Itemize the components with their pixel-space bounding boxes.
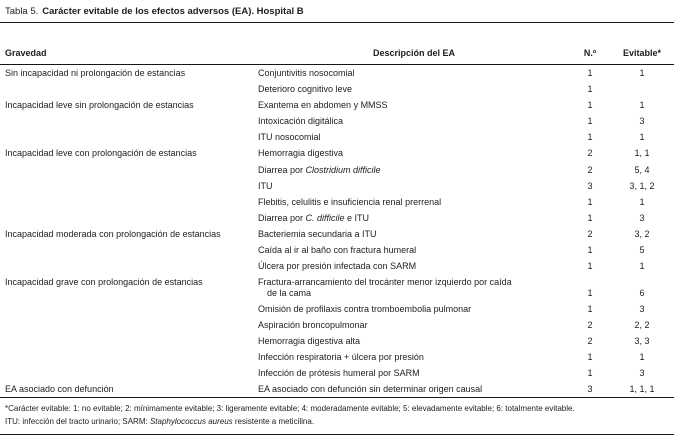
descripcion-cell: [258, 113, 570, 129]
column-header-gravedad: Gravedad: [0, 48, 258, 65]
gravedad-cell: [0, 81, 258, 97]
descripcion-cell: [258, 162, 570, 178]
column-header-descripcion: Descripción del EA: [258, 48, 570, 65]
gravedad-cell: [0, 301, 258, 317]
descripcion-cell: [258, 274, 570, 301]
descripcion-cell: [258, 301, 570, 317]
gravedad-cell: Incapacidad moderada con prolongación de estancias: [5, 228, 221, 239]
table-row: [0, 301, 674, 317]
evitable-cell: 1: [639, 100, 645, 111]
table-row: [0, 162, 674, 178]
descripcion-cell: [258, 178, 570, 194]
table-row: [0, 81, 674, 97]
table-row: [0, 349, 674, 365]
table-row: [0, 365, 674, 381]
evitable-cell: 3: [639, 116, 645, 127]
descripcion-cell: [258, 242, 570, 258]
footnotes-block: [0, 402, 674, 435]
numero-cell: 1: [587, 212, 593, 223]
text-segment: Diarrea por: [258, 212, 306, 223]
text-segment: EA asociado con defunción sin determinar origen causal: [258, 384, 483, 395]
text-segment: Diarrea por: [258, 164, 306, 175]
table-header: [0, 48, 674, 65]
descripcion-cell: [258, 226, 570, 242]
numero-cell: 1: [587, 196, 593, 207]
table-caption-text: Carácter evitable de los efectos adversos (EA). Hospital B: [42, 6, 304, 17]
numero-cell: 1: [587, 352, 593, 363]
table-row: [0, 113, 674, 129]
descripcion-cell: [258, 381, 570, 398]
gravedad-cell: [0, 129, 258, 145]
table-row: [0, 194, 674, 210]
gravedad-cell: [0, 194, 258, 210]
table-row: [0, 258, 674, 274]
gravedad-cell: Incapacidad grave con prolongación de estancias: [5, 277, 203, 288]
descripcion-cell: [258, 145, 570, 161]
evitable-cell: 2, 2: [634, 320, 650, 330]
evitable-cell: 3: [639, 303, 645, 314]
text-segment: Hemorragia digestiva alta: [258, 336, 361, 347]
italic-text-segment: Staphylococcus aureus: [149, 417, 233, 427]
evitable-cell: [610, 81, 674, 97]
descripcion-cell: [258, 333, 570, 349]
gravedad-cell: [0, 258, 258, 274]
table-body: [0, 65, 674, 398]
table-row: [0, 274, 674, 301]
header-row: [0, 48, 674, 65]
evitable-cell: 5, 4: [634, 164, 650, 175]
table-row: [0, 317, 674, 333]
text-segment: Fractura-arrancamiento del trocánter menor izquierdo por caída: [258, 277, 512, 288]
text-segment: Caída al ir al baño con fractura humeral: [258, 245, 417, 256]
text-segment: Conjuntivitis nosocomial: [258, 68, 355, 78]
numero-cell: 1: [587, 84, 593, 95]
table-row: [0, 242, 674, 258]
evitable-cell: 1: [639, 196, 645, 207]
evitable-cell: 1, 1, 1: [610, 381, 674, 398]
text-segment: Úlcera por presión infectada con SARM: [258, 261, 417, 272]
evitable-cell: 3, 1, 2: [629, 180, 655, 191]
gravedad-cell: [0, 242, 258, 258]
numero-cell: 1: [587, 116, 593, 127]
numero-cell: 1: [587, 132, 593, 143]
text-segment: Aspiración broncopulmonar: [258, 320, 368, 330]
table-row: [0, 226, 674, 242]
descripcion-cell: [258, 365, 570, 381]
numero-cell: 2: [587, 228, 593, 239]
gravedad-cell: Incapacidad leve sin prolongación de estancias: [5, 100, 194, 111]
footnote-abbreviations: [5, 415, 669, 428]
numero-cell: 2: [587, 320, 593, 330]
table-row: [0, 145, 674, 161]
gravedad-cell: [0, 178, 258, 194]
descripcion-cell: [258, 97, 570, 113]
gravedad-cell: Incapacidad leve con prolongación de estancias: [5, 148, 197, 159]
descripcion-cell: [258, 258, 570, 274]
text-segment: ITU nosocomial: [258, 132, 321, 143]
text-segment: Deterioro cognitivo leve: [258, 84, 353, 95]
table-row: [0, 210, 674, 226]
footnote-evitable-scale: [5, 402, 669, 415]
gravedad-cell: [0, 349, 258, 365]
table-row: [0, 178, 674, 194]
table-number-label: Tabla 5.: [5, 6, 39, 17]
descripcion-cell: [258, 129, 570, 145]
evitable-cell: 1: [639, 132, 645, 143]
numero-cell: 2: [587, 164, 593, 175]
gravedad-cell: [0, 162, 258, 178]
descripcion-cell: [258, 210, 570, 226]
text-segment: ITU: infección del tracto urinario; SARM:: [5, 417, 150, 427]
descripcion-cell: [258, 317, 570, 333]
table-row: [0, 333, 674, 349]
text-segment: resistente a meticilina.: [232, 417, 315, 427]
table-row: [0, 129, 674, 145]
gravedad-cell: [0, 210, 258, 226]
gravedad-cell: [0, 365, 258, 381]
gravedad-cell: EA asociado con defunción: [0, 381, 258, 398]
text-segment: Hemorragia digestiva: [258, 148, 344, 159]
gravedad-cell: [0, 317, 258, 333]
text-segment: ITU: [258, 180, 273, 191]
numero-cell: 2: [587, 148, 593, 159]
text-segment: Intoxicación digitálica: [258, 116, 344, 127]
table-row: [0, 97, 674, 113]
gravedad-cell: Sin incapacidad ni prolongación de estancias: [5, 68, 186, 78]
numero-cell: 1: [587, 100, 593, 111]
evitable-cell: 3, 3: [634, 336, 650, 347]
gravedad-cell: [0, 113, 258, 129]
evitable-cell: 3: [639, 368, 645, 379]
descripcion-cell: [258, 349, 570, 365]
numero-cell: 3: [570, 381, 610, 398]
descripcion-cell: [258, 65, 570, 82]
text-segment: de la cama: [267, 287, 312, 298]
text-segment: Omisión de profilaxis contra tromboembolia pulmonar: [258, 303, 472, 314]
numero-cell: 2: [587, 336, 593, 347]
column-header-evitable: Evitable*: [610, 48, 674, 65]
numero-cell: 1: [587, 68, 593, 78]
table-row: [0, 65, 674, 82]
evitable-cell: 1: [639, 352, 645, 363]
numero-cell: 1: [587, 368, 593, 379]
numero-cell: 1: [587, 303, 593, 314]
gravedad-cell: [0, 333, 258, 349]
evitable-cell: 1: [639, 68, 645, 78]
italic-text-segment: Clostridium difficile: [305, 164, 381, 175]
text-segment: Infección respiratoria + úlcera por presión: [258, 352, 424, 363]
evitable-cell: 6: [639, 287, 645, 298]
text-segment: *Carácter evitable: 1: no evitable; 2: mínimamente evitable; 3: ligeramente evitable; 4: moderadamente evitable; 5: elevadamente evitable; 6: totalmente evitable.: [5, 404, 575, 414]
adverse-events-table: [0, 48, 674, 398]
evitable-cell: 3: [639, 212, 645, 223]
descripcion-cell: [258, 194, 570, 210]
text-segment: Flebitis, celulitis e insuficiencia renal prerrenal: [258, 196, 442, 207]
text-segment: Bacteriemia secundaria a ITU: [258, 228, 377, 239]
descripcion-cell: [258, 81, 570, 97]
numero-cell: 1: [587, 261, 593, 272]
evitable-cell: 5: [639, 245, 645, 256]
evitable-cell: 3, 2: [634, 228, 650, 239]
numero-cell: 3: [587, 180, 593, 191]
table-title: [0, 0, 674, 23]
text-segment: e ITU: [344, 212, 370, 223]
evitable-cell: 1: [639, 261, 645, 272]
italic-text-segment: C. difficile: [305, 212, 345, 223]
numero-cell: 1: [587, 287, 593, 298]
numero-cell: 1: [587, 245, 593, 256]
table-row: [0, 381, 674, 398]
evitable-cell: 1, 1: [634, 148, 650, 159]
column-header-numero: N.º: [570, 48, 610, 65]
text-segment: Exantema en abdomen y MMSS: [258, 100, 388, 111]
text-segment: Infección de prótesis humeral por SARM: [258, 368, 420, 379]
